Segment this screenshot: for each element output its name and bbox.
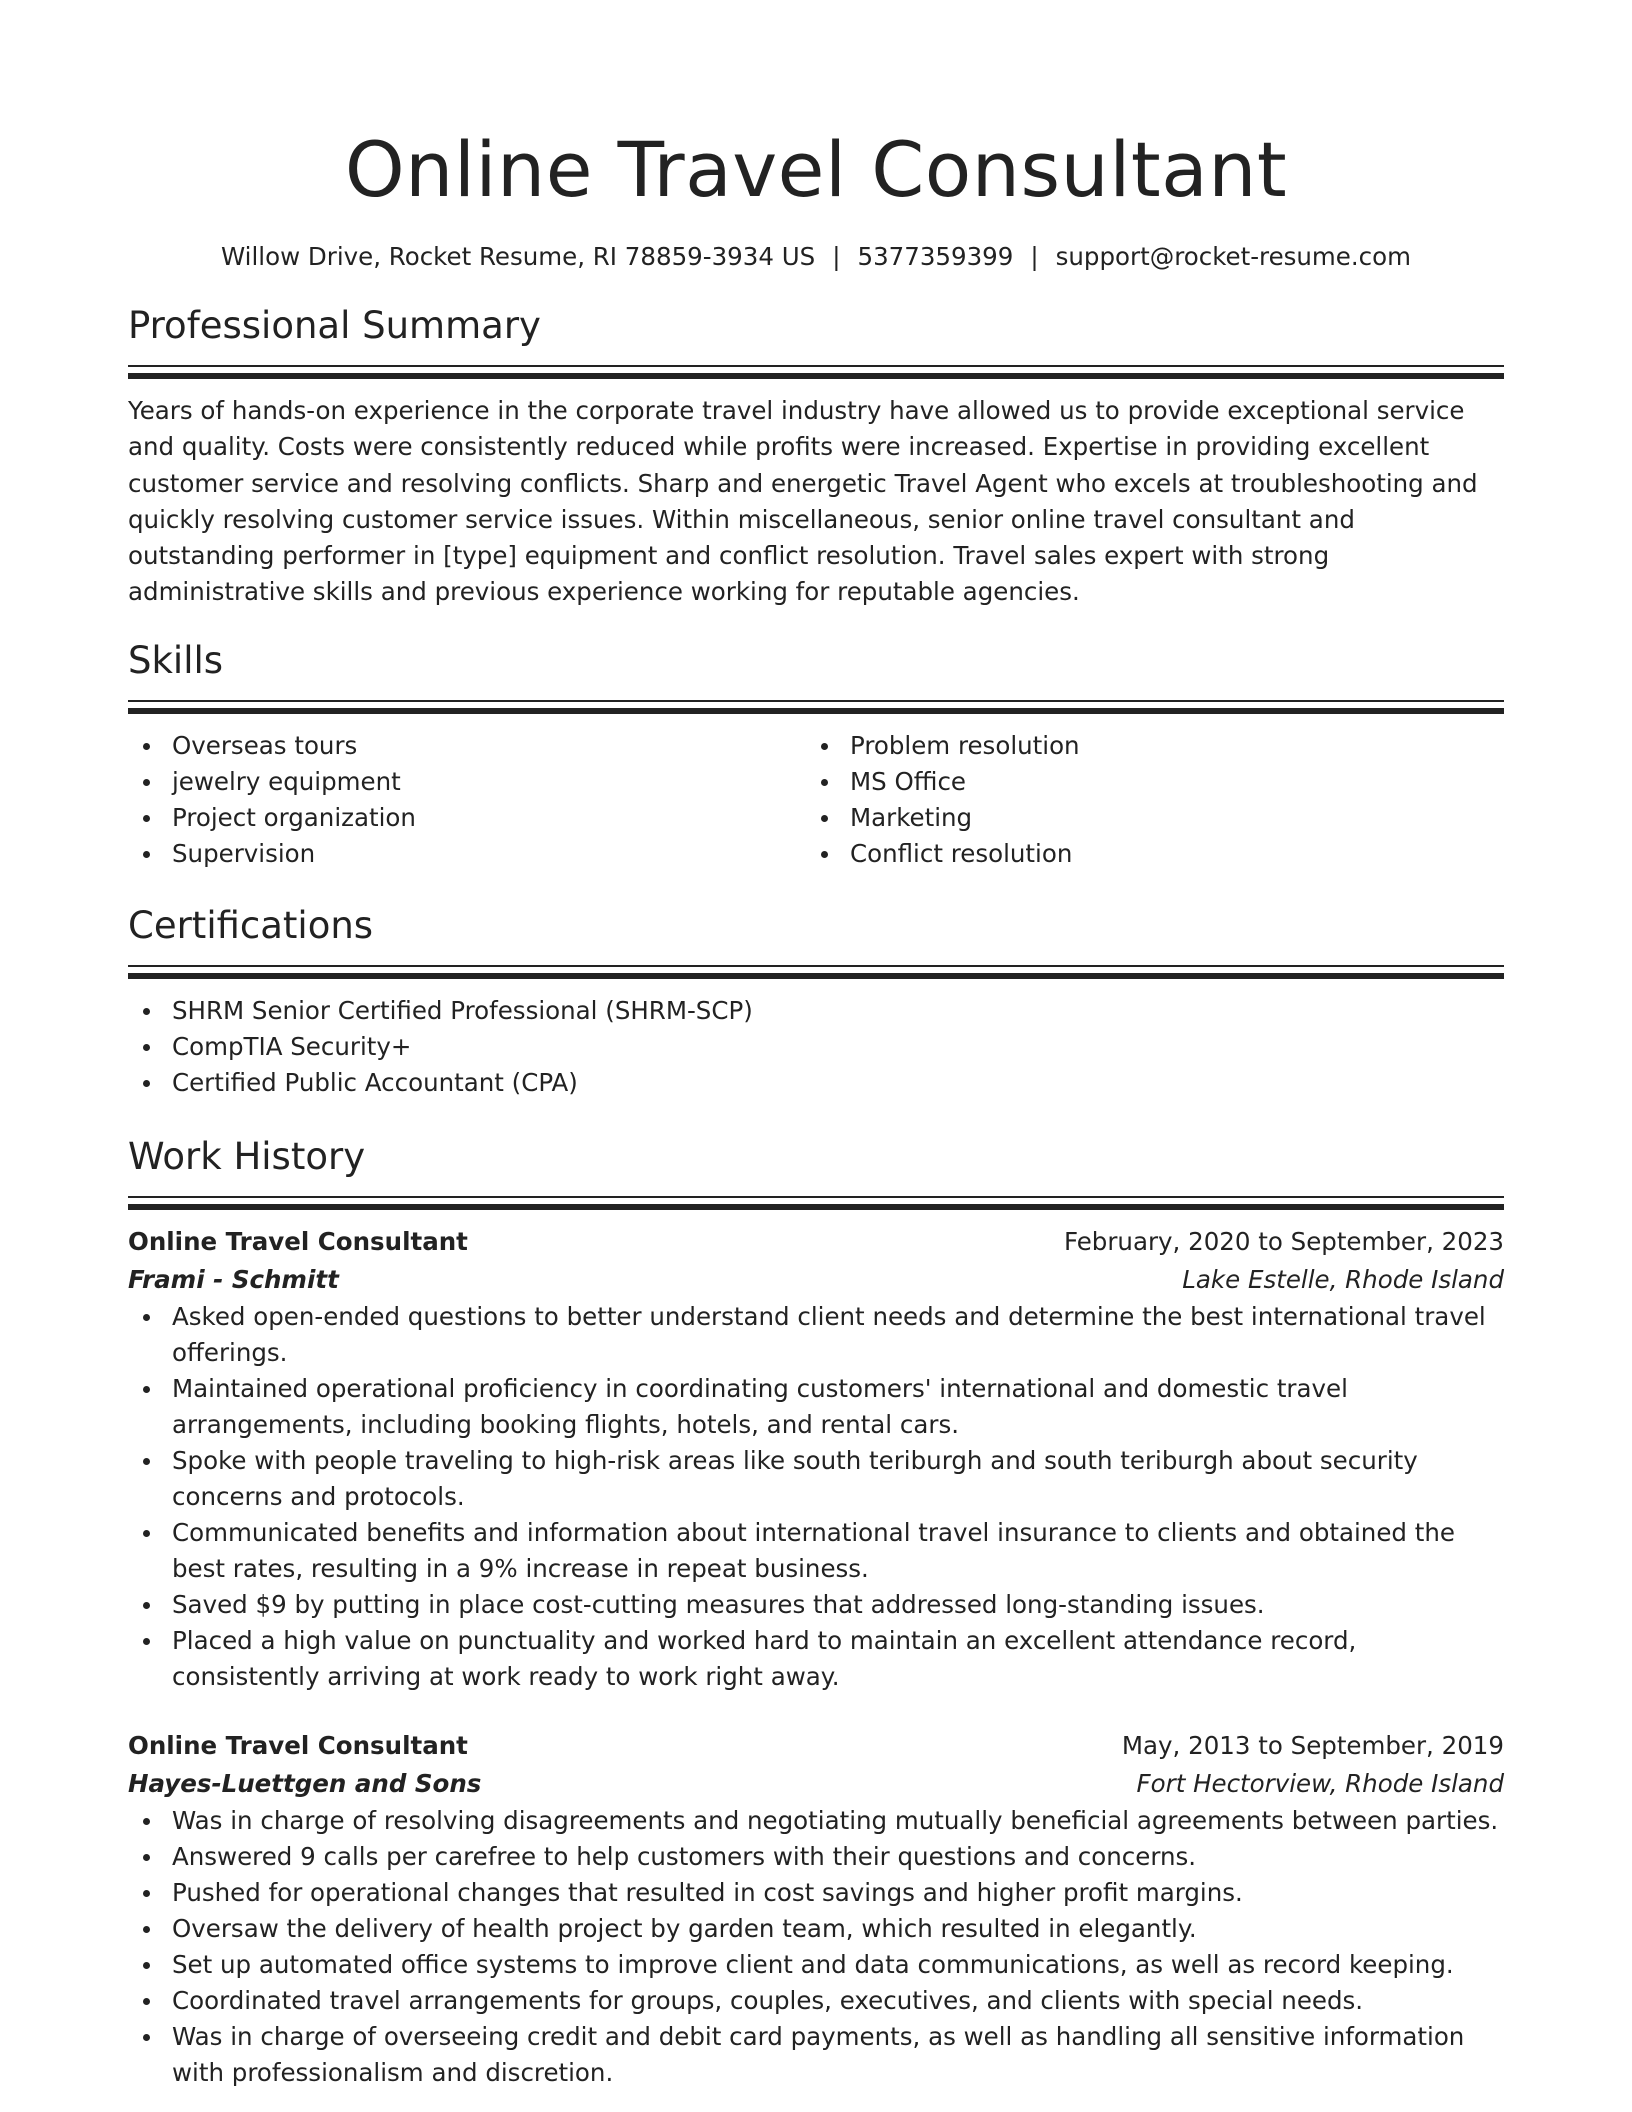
job-company: Hayes-Luettgen and Sons — [128, 1768, 482, 1798]
certifications-list — [128, 993, 1504, 1101]
section-rule-thick — [128, 973, 1504, 979]
section-heading-work-history: Work History — [128, 1134, 366, 1178]
job-header-row — [128, 1223, 1504, 1261]
job-bullet: Answered 9 calls per carefree to help customers with their questions and concerns. — [172, 1839, 1504, 1875]
job-bullet: Was in charge of resolving disagreements and negotiating mutually beneficial agreements between parties. — [172, 1803, 1504, 1839]
job-bullet: Asked open-ended questions to better understand client needs and determine the best international travel offerings. — [172, 1299, 1504, 1371]
contact-address: Willow Drive, Rocket Resume, RI 78859-3934 US — [220, 242, 816, 271]
job-bullet: Oversaw the delivery of health project by garden team, which resulted in elegantly. — [172, 1911, 1504, 1947]
certification-item: CompTIA Security+ — [172, 1029, 1504, 1065]
job-bullet: Maintained operational proficiency in coordinating customers' international and domestic travel arrangements, including booking flights, hotels, and rental cars. — [172, 1371, 1504, 1443]
skills-section — [128, 638, 1504, 872]
skill-item: Overseas tours — [172, 728, 806, 764]
skill-item: Project organization — [172, 800, 806, 836]
section-heading-skills: Skills — [128, 638, 224, 682]
section-rule — [128, 700, 1504, 702]
certification-item: Certified Public Accountant (CPA) — [172, 1065, 1504, 1101]
job-dates: February, 2020 to September, 2023 — [1063, 1226, 1504, 1256]
section-heading-summary: Professional Summary — [128, 304, 541, 347]
job-bullet: Was in charge of overseeing credit and debit card payments, as well as handling all sensitive information with professionalism and discretion. — [172, 2019, 1504, 2091]
job-bullet: Set up automated office systems to improve client and data communications, as well as record keeping. — [172, 1947, 1504, 1983]
skills-column-right — [806, 728, 1484, 872]
job-bullet: Coordinated travel arrangements for groups, couples, executives, and clients with special needs. — [172, 1983, 1504, 2019]
job-entry — [128, 1223, 1504, 1695]
section-rule-thick — [128, 1204, 1504, 1210]
skills-list-left — [128, 728, 806, 872]
summary-section — [128, 303, 1504, 611]
contact-email: support@rocket-resume.com — [1055, 242, 1411, 271]
skills-column-left — [128, 728, 806, 872]
job-subheader-row — [128, 1261, 1504, 1299]
resume-page — [128, 0, 1504, 2091]
section-heading-certifications: Certifications — [128, 903, 374, 947]
job-bullet: Saved $9 by putting in place cost-cutting measures that addressed long-standing issues. — [172, 1587, 1504, 1623]
job-location: Lake Estelle, Rhode Island — [1182, 1264, 1504, 1294]
section-rule-thick — [128, 373, 1504, 379]
summary-text: Years of hands-on experience in the corporate travel industry have allowed us to provide exceptional service and quality. Costs were consistently reduced while profits were increased. Expertise in providing excellent customer service and resolving conflicts. Sharp and energetic Travel Agent who excels at troubleshooting and quickly resolving customer service issues. Within miscellaneous, senior online travel consultant and outstanding performer in [type] equipment and conflict resolution. Travel sales expert with strong administrative skills and previous experience working for reputable agencies. — [128, 396, 1478, 607]
work-history-section — [128, 1134, 1504, 2091]
contact-separator: | — [1030, 242, 1039, 271]
job-bullet-list — [128, 1803, 1504, 2091]
resume-title: Online Travel Consultant — [344, 125, 1288, 214]
section-rule-thick — [128, 708, 1504, 714]
skill-item: Supervision — [172, 836, 806, 872]
section-rule — [128, 1196, 1504, 1198]
job-bullet-list — [128, 1299, 1504, 1695]
skills-grid — [128, 728, 1504, 872]
job-company: Frami - Schmitt — [128, 1264, 339, 1294]
job-dates: May, 2013 to September, 2019 — [1121, 1730, 1504, 1760]
certifications-section — [128, 903, 1504, 1101]
skill-item: Problem resolution — [850, 728, 1484, 764]
certification-item: SHRM Senior Certified Professional (SHRM-SCP) — [172, 993, 1504, 1029]
job-title: Online Travel Consultant — [128, 1730, 468, 1760]
contact-phone: 5377359399 — [857, 242, 1014, 271]
job-bullet: Communicated benefits and information about international travel insurance to clients and obtained the best rates, resulting in a 9% increase in repeat business. — [172, 1515, 1504, 1587]
job-subheader-row — [128, 1765, 1504, 1803]
contact-separator: | — [832, 242, 841, 271]
job-header-row — [128, 1727, 1504, 1765]
job-bullet: Spoke with people traveling to high-risk areas like south teriburgh and south teriburgh about security concerns and protocols. — [172, 1443, 1504, 1515]
section-rule — [128, 965, 1504, 967]
job-title: Online Travel Consultant — [128, 1226, 468, 1256]
job-bullet: Pushed for operational changes that resulted in cost savings and higher profit margins. — [172, 1875, 1504, 1911]
section-rule — [128, 365, 1504, 367]
job-bullet: Placed a high value on punctuality and worked hard to maintain an excellent attendance record, consistently arriving at work ready to work right away. — [172, 1623, 1504, 1695]
job-location: Fort Hectorview, Rhode Island — [1136, 1768, 1504, 1798]
skills-list-right — [806, 728, 1484, 872]
skill-item: MS Office — [850, 764, 1484, 800]
job-entry — [128, 1727, 1504, 2091]
contact-line — [128, 240, 1504, 274]
skill-item: jewelry equipment — [172, 764, 806, 800]
skill-item: Marketing — [850, 800, 1484, 836]
skill-item: Conflict resolution — [850, 836, 1484, 872]
